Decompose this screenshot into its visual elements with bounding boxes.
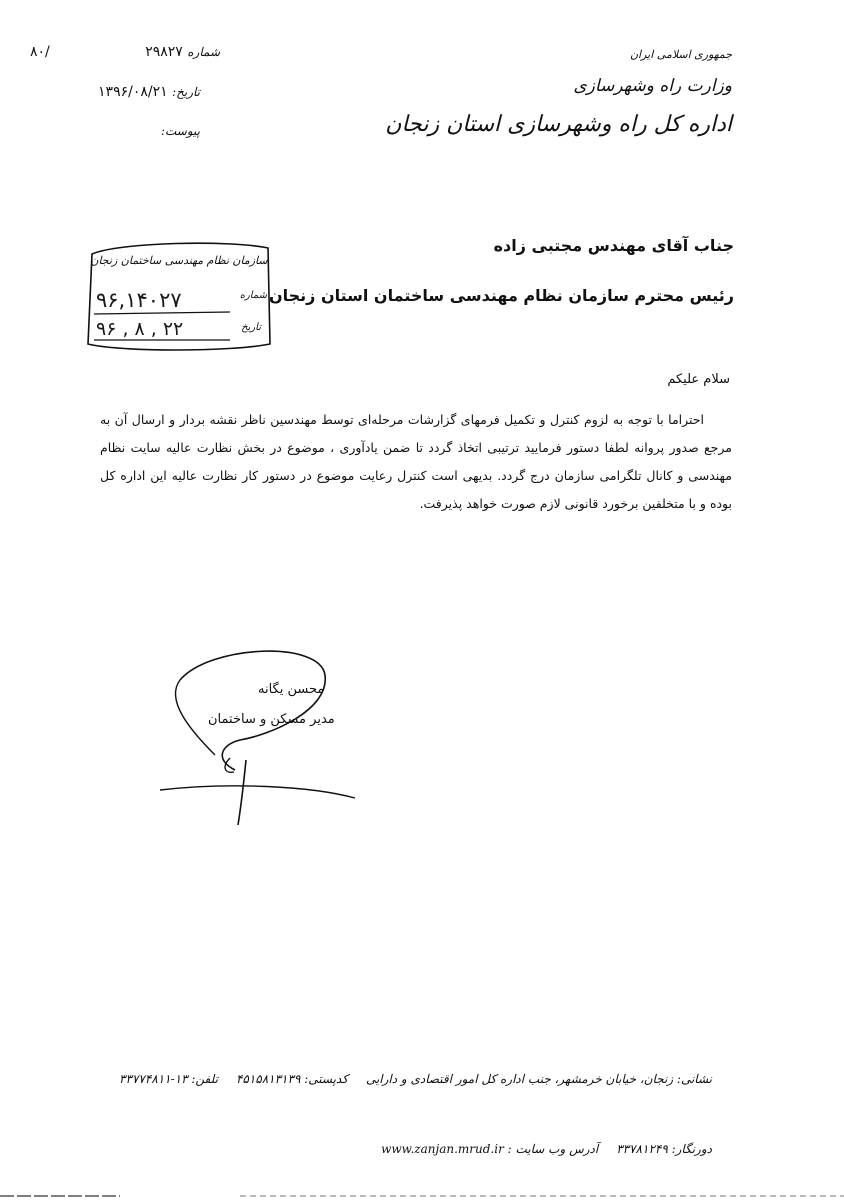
body-paragraph: احتراما با توجه به لزوم کنترل و تکمیل فرمهای گزارشات مرحله‌ای توسط مهندسین ناظر نقشه بردار و ارسال آن به مرجع صدور پروانه لطفا دستور فرمایید ترتیبی اتخاذ گردد تا ضمن یادآوری ، موضوع در بخش نظارت عالیه سایت نظام مهندسی و کانال تلگرامی سازمان درج گردد. بدیهی است کنترل رعایت موضوع در دستور کار نظارت عالیه این اداره کل بوده و با متخلفین برخورد قانونی لازم صورت خواهد پذیرفت.: [100, 412, 732, 511]
footer-web: [371, 1142, 712, 1156]
scan-edge-strip: [0, 1192, 844, 1200]
received-stamp: [80, 236, 275, 356]
footer-phone: تلفن: ۱۳-۳۳۷۷۴۸۱۱: [119, 1072, 218, 1086]
corner-reference: ۸۰/: [30, 44, 50, 60]
number-label: شماره: [187, 45, 220, 59]
footer-website: www.zanjan.mrud.ir: [381, 1142, 504, 1156]
stamp-date-value: ۹۶ , ۸ , ۲۲: [96, 318, 184, 340]
footer-address: نشانی: زنجان، خیابان خرمشهر، جنب اداره کل امور اقتصادی و دارایی: [365, 1072, 712, 1086]
stamp-date-label: تاریخ: [241, 322, 261, 333]
attachment-label: پیوست:: [160, 124, 200, 138]
greeting: سلام علیکم: [667, 372, 730, 387]
footer-website-label: آدرس وب سایت :: [507, 1142, 599, 1156]
letter-date: [80, 84, 200, 100]
signatory-title: مدیر مسکن و ساختمان: [208, 712, 335, 727]
recipient-name: جناب آقای مهندس مجتبی زاده: [493, 236, 734, 255]
letter-body: [100, 406, 732, 518]
date-value: ۱۳۹۶/۰۸/۲۱: [98, 84, 168, 100]
signature-scribble-icon: [150, 640, 360, 830]
stamp-org: سازمان نظام مهندسی ساختمان زنجان: [90, 254, 268, 267]
attachment: [140, 120, 200, 139]
recipient-title: رئیس محترم سازمان نظام مهندسی ساختمان استان زنجان: [268, 286, 734, 305]
letterhead-country: جمهوری اسلامی ایران: [629, 48, 732, 61]
footer-contact: [119, 1072, 712, 1086]
stamp-number-value: ۹۶,۱۴۰۲۷: [96, 288, 182, 312]
footer-fax: دورنگار: ۳۳۷۸۱۲۴۹: [616, 1142, 712, 1156]
letterhead-department: اداره کل راه وشهرسازی استان زنجان: [385, 112, 732, 137]
number-value: ۲۹۸۲۷: [145, 44, 183, 60]
stamp-number-label: شماره: [239, 290, 267, 301]
letter-number: [145, 44, 220, 60]
date-label: تاریخ:: [172, 85, 200, 99]
signatory-name: محسن یگانه: [258, 682, 325, 697]
footer-postal: کدپستی: ۴۵۱۵۸۱۳۱۳۹: [235, 1072, 348, 1086]
letter-number-row: [30, 44, 220, 60]
letterhead-ministry: وزارت راه وشهرسازی: [573, 76, 732, 96]
